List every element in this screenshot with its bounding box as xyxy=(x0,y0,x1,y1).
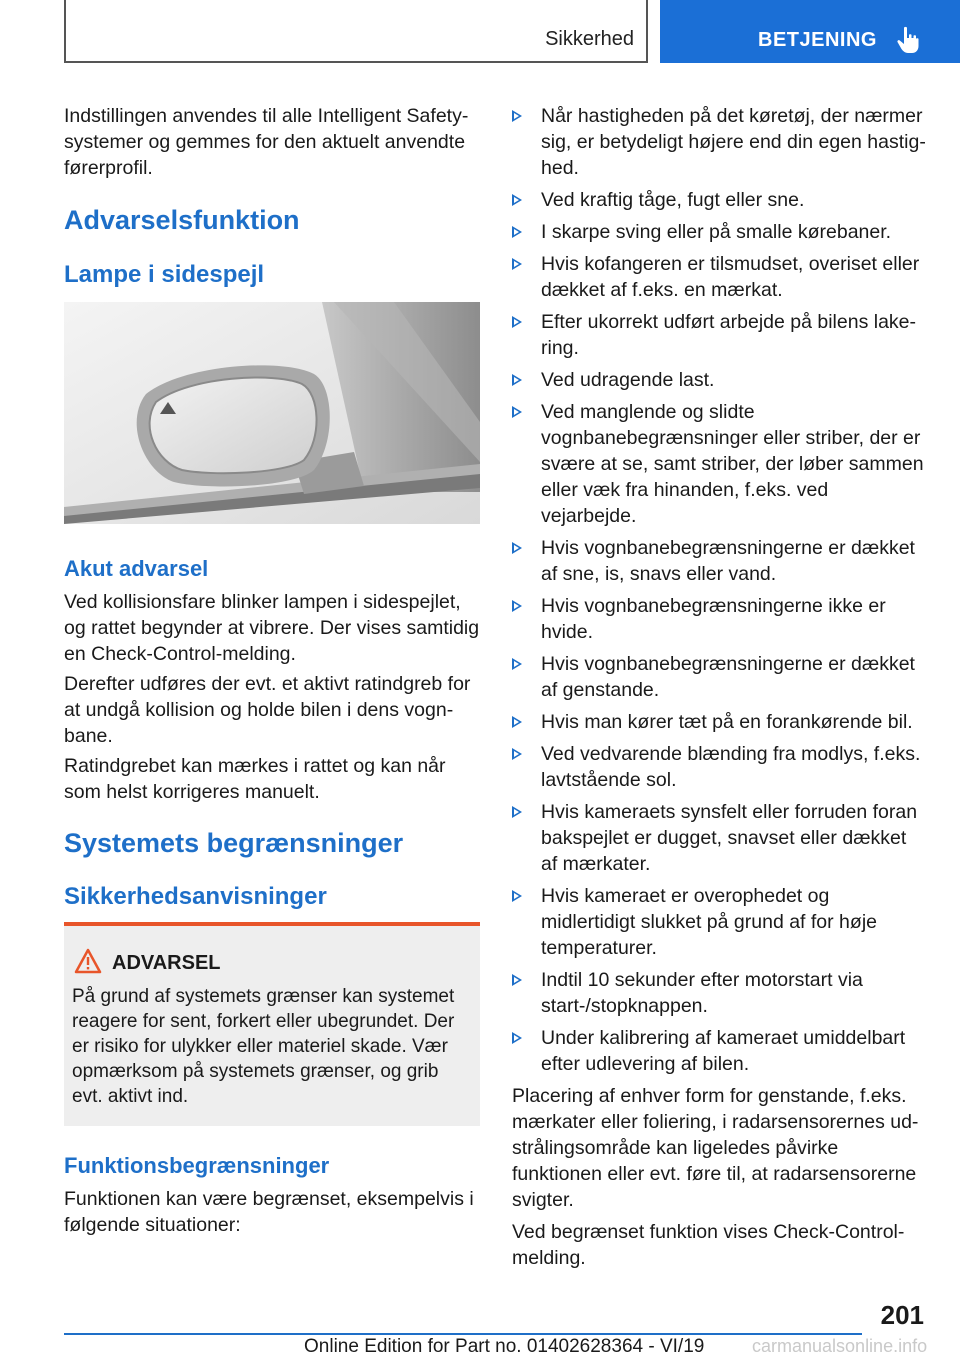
list-item: Hvis kameraets synsfelt eller forruden foran bakspejlet er dugget, snavset eller dækket af mærkater. xyxy=(512,799,926,877)
bullet-triangle-icon xyxy=(512,890,522,902)
radar-paragraph: Placering af enhver form for genstande, f.eks. mærkater eller foliering, i radarsensorernes udstrålingsområde kan ligeledes påvirke funktionen eller evt. føre til, at radarsensorerne svigter. xyxy=(512,1085,919,1211)
bullet-triangle-icon xyxy=(512,374,522,386)
list-item: I skarpe sving eller på smalle kørebaner. xyxy=(512,219,926,245)
bullet-triangle-icon xyxy=(512,406,522,418)
warning-body: På grund af systemets grænser kan systemet reagere for sent, forkert eller ubegrundet. Der er risiko for ulykker eller materiel skade. Vær opmærksom på systemets grænser, og grib evt. aktivt ind. xyxy=(72,986,455,1107)
warning-box xyxy=(64,922,480,1126)
heading-funktionsbegraensninger: Funktionsbegrænsninger xyxy=(64,1153,330,1178)
limitations-column xyxy=(512,103,926,1271)
list-item: Ved kraftig tåge, fugt eller sne. xyxy=(512,187,926,213)
bullet-triangle-icon xyxy=(512,226,522,238)
bullet-triangle-icon xyxy=(512,194,522,206)
list-item: Ved udragende last. xyxy=(512,367,926,393)
list-item: Ved vedvarende blænding fra modlys, f.eks. lavtstående sol. xyxy=(512,741,926,793)
footer-edition: Online Edition for Part no. 01402628364 - VI/19 xyxy=(304,1336,705,1357)
bullet-triangle-icon xyxy=(512,542,522,554)
hand-pointer-icon xyxy=(896,26,922,54)
list-item: Indtil 10 sekunder efter motorstart via start-/stopknappen. xyxy=(512,967,926,1019)
list-item: Hvis vognbanebegrænsningerne er dækket af genstande. xyxy=(512,651,926,703)
bullet-triangle-icon xyxy=(512,258,522,270)
warning-title: ADVARSEL xyxy=(112,952,221,974)
akut-paragraph-2: Derefter udføres der evt. et aktivt ratindgreb for at undgå kollision og holde bilen i dens vognbane. xyxy=(64,673,471,747)
bullet-triangle-icon xyxy=(512,806,522,818)
list-item: Hvis man kører tæt på en forankørende bil. xyxy=(512,709,926,735)
bullet-triangle-icon xyxy=(512,110,522,122)
list-item: Hvis vognbanebegrænsningerne er dækket af sne, is, snavs eller vand. xyxy=(512,535,926,587)
header-section-box xyxy=(64,0,648,63)
bullet-triangle-icon xyxy=(512,658,522,670)
list-item: Under kalibrering af kameraet umiddelbart efter udlevering af bilen. xyxy=(512,1025,926,1077)
check-control-paragraph: Ved begrænset funktion vises Check-Control-melding. xyxy=(512,1221,905,1269)
akut-paragraph-1: Ved kollisionsfare blinker lampen i sidespejlet, og rattet begynder at vibrere. Der vises samtidig en Check-Control-melding. xyxy=(64,591,480,665)
header-chapter-tab xyxy=(660,0,960,63)
heading-sikkerhedsanvisninger: Sikkerhedsanvisninger xyxy=(64,883,327,910)
funktion-paragraph: Funktionen kan være begrænset, eksempelvis i følgende situationer: xyxy=(64,1188,474,1236)
bullet-triangle-icon xyxy=(512,316,522,328)
limitations-list xyxy=(512,103,926,1077)
side-mirror-illustration xyxy=(64,302,480,524)
bullet-triangle-icon xyxy=(512,600,522,612)
list-item: Hvis vognbanebegrænsningerne ikke er hvide. xyxy=(512,593,926,645)
heading-lampe-i-sidespejl: Lampe i sidespejl xyxy=(64,261,265,288)
header-section-title: Sikkerhed xyxy=(545,28,634,50)
footer-watermark: carmanualsonline.info xyxy=(752,1336,928,1356)
bullet-triangle-icon xyxy=(512,748,522,760)
footer-rule xyxy=(64,1333,862,1335)
list-item: Når hastigheden på det køretøj, der nærmer sig, er betydeligt højere end din egen hastighed. xyxy=(512,103,926,181)
page-number: 201 xyxy=(880,1300,924,1330)
list-item: Hvis kofangeren er tilsmudset, overiset eller dækket af f.eks. en mærkat. xyxy=(512,251,926,303)
bullet-triangle-icon xyxy=(512,716,522,728)
heading-systemets-begraensninger: Systemets begrænsninger xyxy=(64,828,404,858)
bullet-triangle-icon xyxy=(512,1032,522,1044)
heading-advarselsfunktion: Advarselsfunktion xyxy=(64,205,300,235)
bullet-triangle-icon xyxy=(512,974,522,986)
intro-paragraph: Indstillingen anvendes til alle Intelligent Safety-systemer og gemmes for den aktuelt anvendte førerprofil. xyxy=(64,105,469,179)
akut-paragraph-3: Ratindgrebet kan mærkes i rattet og kan når som helst korrigeres manuelt. xyxy=(64,755,446,803)
warning-triangle-icon xyxy=(74,948,102,974)
header-chapter-label: BETJENING xyxy=(758,29,877,51)
list-item: Hvis kameraet er overophedet og midlertidigt slukket på grund af for høje temperaturer. xyxy=(512,883,926,961)
list-item: Ved manglende og slidte vognbanebegrænsninger eller striber, der er svære at se, samt striber, der løber sammen eller væk fra hinanden, f.eks. ved vejarbejde. xyxy=(512,399,926,529)
heading-akut-advarsel: Akut advarsel xyxy=(64,556,209,581)
list-item: Efter ukorrekt udført arbejde på bilens lakering. xyxy=(512,309,926,361)
